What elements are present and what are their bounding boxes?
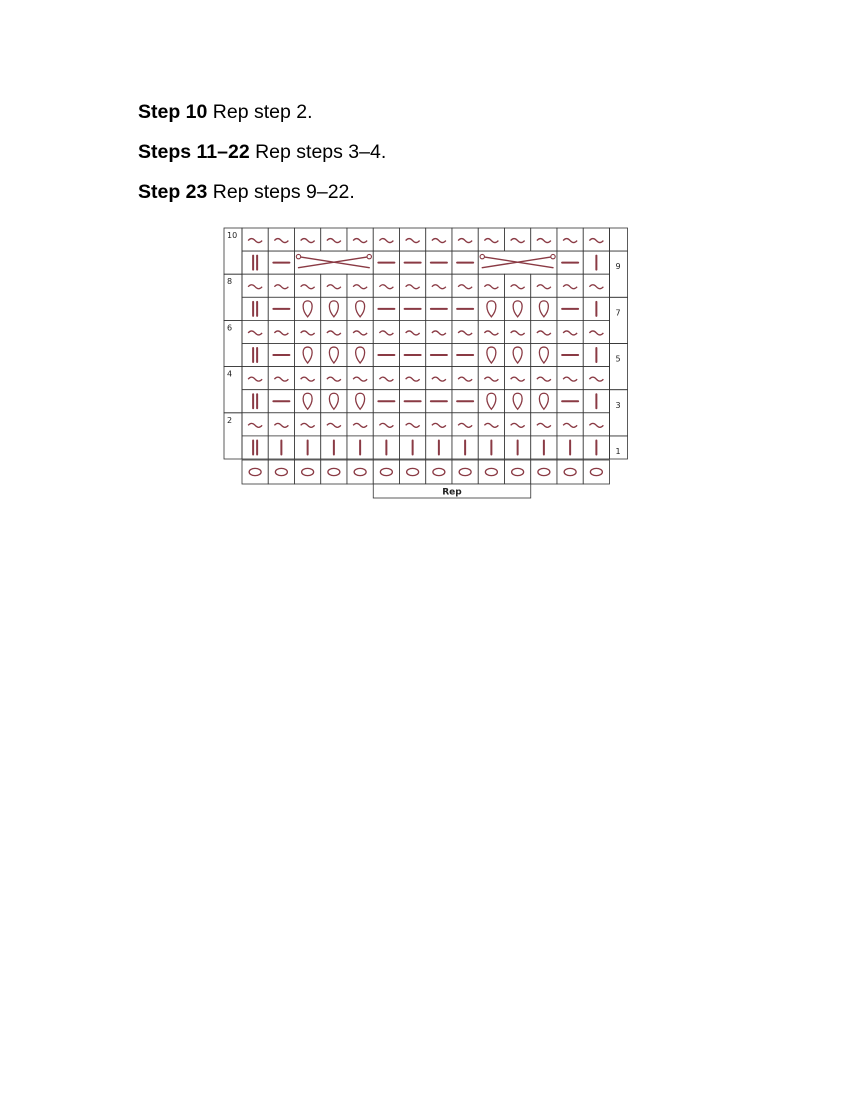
cast-on-cell [242, 460, 268, 484]
chart-cell [452, 413, 478, 436]
chart-cell [583, 228, 609, 251]
chart-cell [268, 320, 294, 343]
chart-cell [531, 274, 557, 297]
chart-cell [400, 274, 426, 297]
chart-cell [321, 367, 347, 390]
chart-cell [321, 413, 347, 436]
row-number: 10 [227, 231, 238, 240]
row-number: 1 [615, 447, 621, 456]
chart-cell [242, 251, 268, 274]
cable-cross-dot [296, 254, 300, 258]
instruction-steps [138, 98, 386, 218]
chart-cell [505, 367, 531, 390]
chart-cell [400, 413, 426, 436]
chart-cell [373, 367, 399, 390]
stitch-chart-grid [220, 226, 632, 500]
cable-cross-dot [551, 254, 555, 258]
chart-cell [373, 274, 399, 297]
chart-cell [373, 320, 399, 343]
cast-on-cell [295, 460, 321, 484]
row-number: 4 [227, 369, 233, 379]
chart-cell [242, 297, 268, 320]
row-number: 3 [615, 400, 621, 410]
chart-cell [347, 274, 373, 297]
cast-on-cell [478, 460, 504, 484]
chart-cell [478, 320, 504, 343]
chart-cell [242, 367, 268, 390]
row-number: 5 [615, 354, 621, 364]
cast-on-cell [426, 460, 452, 484]
cast-on-cell [373, 460, 399, 484]
step-label: Step 10 [138, 101, 208, 123]
chart-cell [531, 320, 557, 343]
chart-cell [268, 228, 294, 251]
row-number: 7 [615, 308, 621, 318]
chart-cell [295, 367, 321, 390]
chart-cell [242, 228, 268, 251]
chart-cell [242, 344, 268, 367]
chart-cell [426, 228, 452, 251]
chart-cell [373, 413, 399, 436]
stitch-chart [220, 226, 632, 500]
chart-cell [268, 274, 294, 297]
chart-cell [557, 274, 583, 297]
row-number: 9 [615, 262, 621, 272]
chart-cell [452, 367, 478, 390]
chart-cell [426, 367, 452, 390]
row-label-box-right [610, 251, 628, 297]
chart-cell [242, 436, 268, 459]
chart-cell [478, 274, 504, 297]
chart-cell [505, 413, 531, 436]
chart-cell [347, 228, 373, 251]
chart-cell [557, 228, 583, 251]
chart-cell [268, 367, 294, 390]
cast-on-cell [505, 460, 531, 484]
chart-cell [531, 413, 557, 436]
chart-cell [426, 274, 452, 297]
chart-cell [242, 274, 268, 297]
chart-cell [531, 228, 557, 251]
cast-on-cell [400, 460, 426, 484]
cast-on-cell [321, 460, 347, 484]
cable-cross-dot [480, 254, 484, 258]
chart-cell [295, 274, 321, 297]
step-text: Rep steps 9–22. [207, 181, 355, 203]
chart-cell [478, 367, 504, 390]
step-text: Rep step 2. [207, 101, 313, 123]
chart-cell [478, 228, 504, 251]
row-number: 8 [227, 277, 233, 287]
chart-cell [242, 413, 268, 436]
chart-cell [295, 413, 321, 436]
chart-cell [583, 320, 609, 343]
chart-cell [347, 367, 373, 390]
step-line [138, 178, 386, 206]
row-label-box-right [610, 344, 628, 390]
step-label: Steps 11–22 [138, 141, 250, 163]
cable-cross-dot [367, 254, 371, 258]
cast-on-cell [268, 460, 294, 484]
chart-cell [268, 413, 294, 436]
step-line [138, 138, 386, 166]
chart-cell [583, 367, 609, 390]
cast-on-cell [583, 460, 609, 484]
chart-cell [400, 228, 426, 251]
chart-cell [373, 228, 399, 251]
chart-cell [321, 274, 347, 297]
row-number: 6 [227, 323, 233, 333]
chart-cell [400, 320, 426, 343]
chart-cell [531, 367, 557, 390]
chart-cell [295, 320, 321, 343]
row-label-box-right [610, 297, 628, 343]
chart-cell [321, 320, 347, 343]
cast-on-cell [452, 460, 478, 484]
chart-cell [557, 320, 583, 343]
chart-cell [557, 413, 583, 436]
row-label-box-right [610, 390, 628, 436]
chart-cell [242, 320, 268, 343]
chart-cell [242, 390, 268, 413]
chart-cell [505, 320, 531, 343]
chart-cell [583, 274, 609, 297]
chart-cell [400, 367, 426, 390]
chart-cell [583, 413, 609, 436]
row-number: 2 [227, 415, 233, 425]
chart-cell [295, 228, 321, 251]
chart-cell [452, 274, 478, 297]
step-label: Step 23 [138, 181, 208, 203]
row-label-box-right [610, 228, 628, 251]
chart-cell [426, 413, 452, 436]
chart-cell [347, 320, 373, 343]
step-text: Rep steps 3–4. [249, 141, 387, 163]
chart-cell [557, 367, 583, 390]
cast-on-cell [347, 460, 373, 484]
chart-cell [478, 413, 504, 436]
chart-cell [347, 413, 373, 436]
repeat-label: Rep [442, 487, 462, 498]
chart-cell [452, 320, 478, 343]
chart-cell [426, 320, 452, 343]
cast-on-cell [531, 460, 557, 484]
chart-cell [505, 228, 531, 251]
chart-cell [505, 274, 531, 297]
chart-cell [452, 228, 478, 251]
chart-cell [321, 228, 347, 251]
step-line [138, 98, 386, 126]
cast-on-cell [557, 460, 583, 484]
